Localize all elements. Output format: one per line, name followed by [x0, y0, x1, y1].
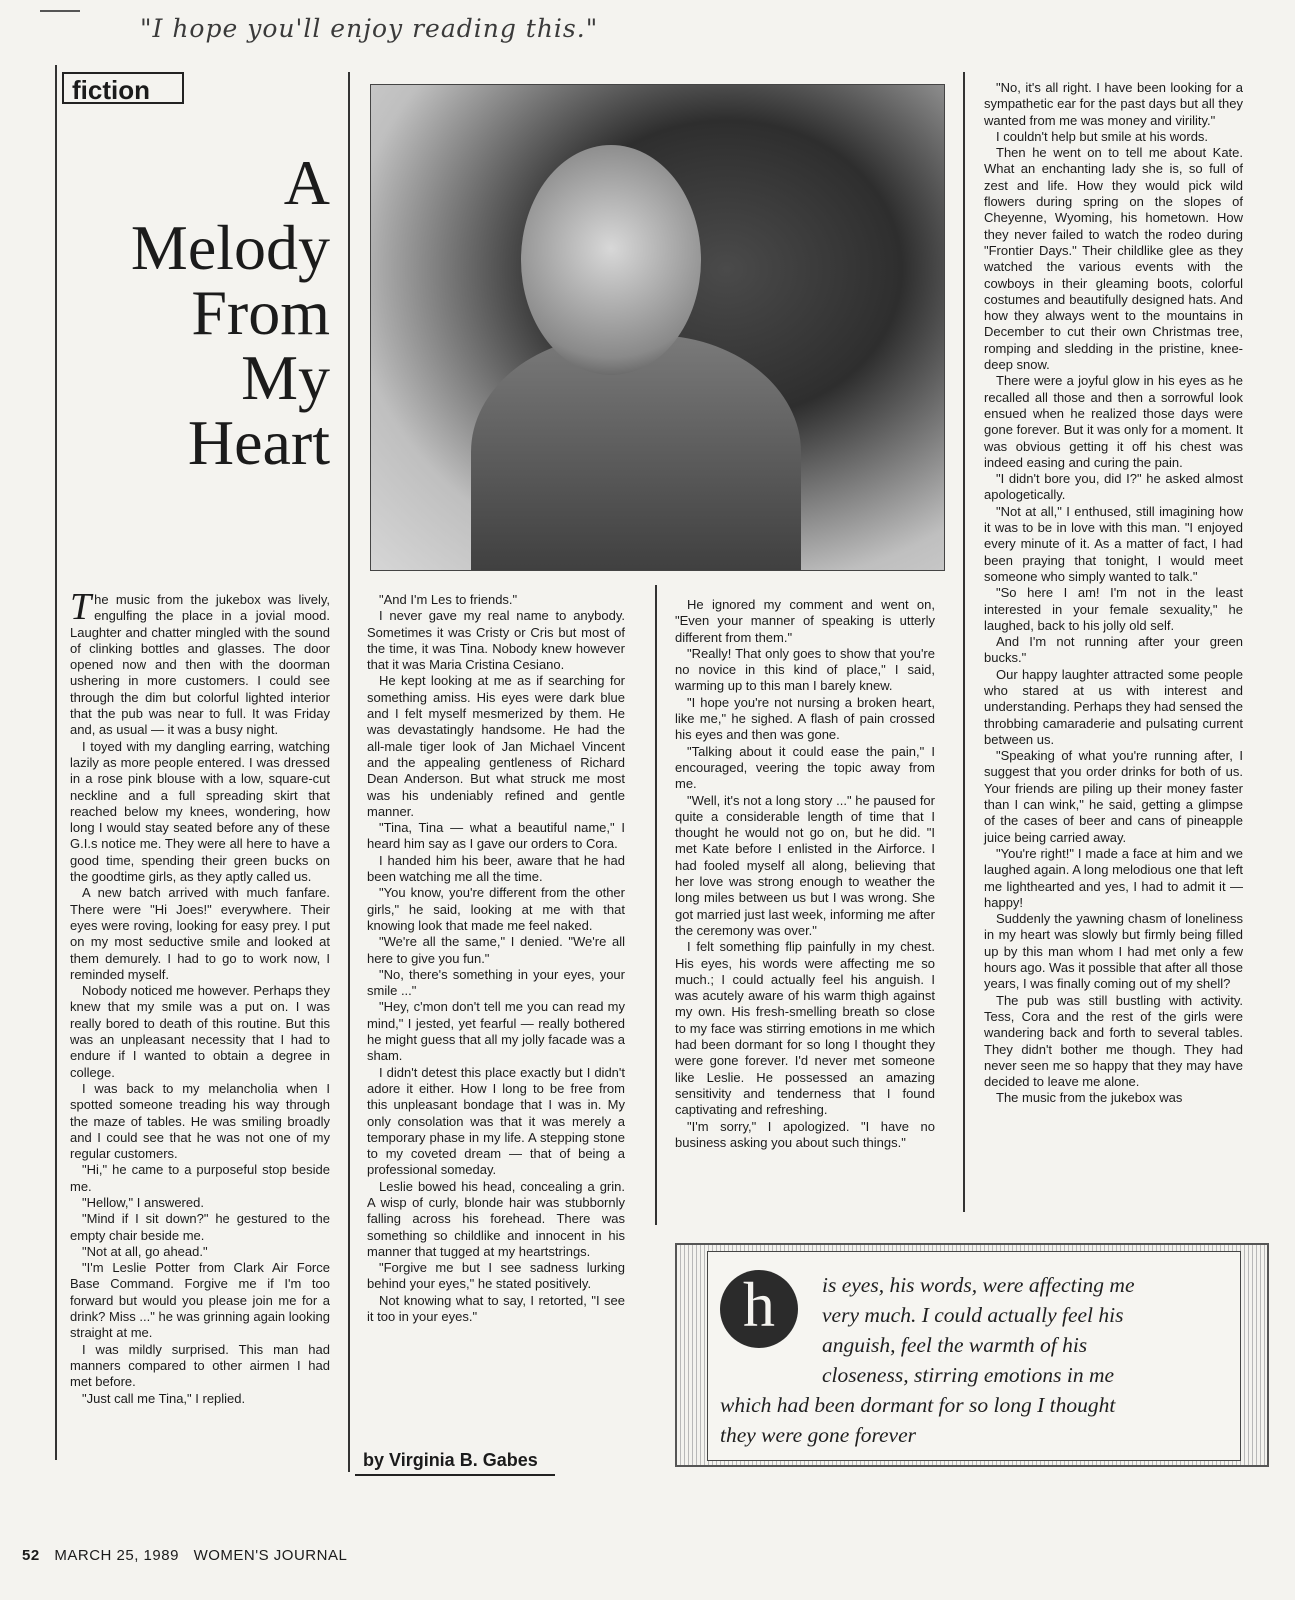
- paragraph: Suddenly the yawning chasm of loneliness in my heart was slowly but firmly being filled up by this man whom I had met only a few hours ago. Was it possible that after all those years, I was finally coming out of my shell?: [984, 911, 1243, 992]
- paragraph: "Not at all, go ahead.": [82, 1243, 208, 1259]
- paragraph: "Hi," he came to a purposeful stop beside me.: [70, 1162, 330, 1194]
- paragraph: "Forgive me but I see sadness lurking behind your eyes," he stated positively.: [367, 1260, 625, 1292]
- column-rule: [348, 72, 350, 1472]
- photo-figure-face: [521, 145, 701, 375]
- paragraph: Our happy laughter attracted some people who stared at us with interest and understanding. Perhaps they had sensed the throbbing camaraderie and pulsating current between us.: [984, 666, 1243, 747]
- handwritten-note: "I hope you'll enjoy reading this.": [140, 14, 599, 43]
- paragraph: "Hey, c'mon don't tell me you can read my mind," I jested, yet fearful — really bothered he might guess that all my jolly facade was a sham.: [367, 999, 625, 1064]
- paragraph: "Really! That only goes to show that you're no novice in this kind of place," I said, warming up to this man I barely knew.: [675, 645, 935, 694]
- paragraph: "I'm sorry," I apologized. "I have no business asking you about such things.": [675, 1118, 935, 1150]
- pull-quote-box: [675, 1243, 1269, 1467]
- paragraph: There were a joyful glow in his eyes as he recalled all those and then a sorrowful look ensued when he realized those days were gone forever. But it was only for a moment. It was obvious getting it off his chest was indeed easing and curing the pain.: [984, 373, 1243, 470]
- portrait-photo: [370, 84, 945, 571]
- title-line: From: [191, 277, 330, 348]
- paragraph: I never gave my real name to anybody. Sometimes it was Cristy or Cris but most of the time, it was Tina. Nobody knew however that it was Maria Cristina Cesiano.: [367, 608, 625, 673]
- paragraph: I was mildly surprised. This man had manners compared to other airmen I had met before.: [70, 1341, 330, 1390]
- column-rule: [655, 585, 657, 1225]
- paragraph: "Hellow," I answered.: [82, 1194, 204, 1210]
- paragraph: The music from the jukebox was: [996, 1090, 1183, 1106]
- paragraph: "Not at all," I enthused, still imagining how it was to be in love with this man. "I enjoyed every minute of it. As a matter of fact, I had been praying that tonight, I would meet someone who simply wanted to talk.": [984, 503, 1243, 584]
- paragraph: "We're all the same," I denied. "We're all here to give you fun.": [367, 934, 625, 966]
- section-label: fiction: [62, 72, 184, 104]
- article-column-2: [367, 592, 625, 1325]
- paragraph: "Well, it's not a long story ..." he paused for quite a considerable length of time that I thought he would not go on, but he did. "I met Kate before I enlisted in the Airforce. I had fooled myself all along, believing that her love was strong enough to weather the long miles between us but I was wrong. She got married just last week, informing me after the ceremony was over.": [675, 792, 935, 938]
- title-line: A: [283, 147, 330, 218]
- paragraph: I was back to my melancholia when I spotted someone treading his way through the maze of tables. He was smiling broadly and I could see that he was not one of my regular customers.: [70, 1080, 330, 1162]
- pull-quote-line: very much. I could actually feel his: [822, 1303, 1124, 1327]
- paragraph: "So here I am! I'm not in the least interested in your female sexuality," he laughed, back to his jolly old self.: [984, 585, 1243, 633]
- paragraph: "Speaking of what you're running after, I suggest that you order drinks for both of us. Your friends are piling up their money faster than I can wink," he said, getting a glimpse of the cases of beer and cans of pineapple juice being carried away.: [984, 748, 1243, 845]
- pull-quote-line: is eyes, his words, were affecting me: [822, 1273, 1135, 1297]
- paragraph: Leslie bowed his head, concealing a grin. A wisp of curly, blonde hair was stubbornly falling across his forehead. There was something so childlike and innocent in his manner that tugged at my heartstrings.: [367, 1178, 625, 1259]
- paragraph: Then he went on to tell me about Kate. What an enchanting lady she is, so full of zest and life. How they would pick wild flowers during spring on the slopes of Cheyenne, Wyoming, his hometown. How they never failed to watch the rodeo during "Frontier Days." Their childlike glee as they watched the various events with the cowboys in their gleaming boots, colorful costumes and beautifully designed hats. And how they always went to the mountains in December to cut their own Christmas tree, romping and sledding in the pristine, knee-deep snow.: [984, 145, 1243, 373]
- pull-quote-inner: [707, 1251, 1241, 1461]
- paragraph: A new batch arrived with much fanfare. There were "Hi Joes!" everywhere. Their eyes were roving, looking for easy prey. I put on my most seductive smile and looked at them demurely. I had to go to work now, I reminded myself.: [70, 885, 330, 982]
- issue-date: MARCH 25, 1989: [54, 1547, 179, 1564]
- paragraph: I handed him his beer, aware that he had been watching me all the time.: [367, 852, 625, 885]
- pull-quote-line: closeness, stirring emotions in me: [822, 1363, 1115, 1387]
- pull-quote-line: they were gone forever: [720, 1423, 917, 1447]
- paragraph: I couldn't help but smile at his words.: [996, 128, 1209, 144]
- title-line: Heart: [187, 407, 330, 478]
- paragraph: And I'm not running after your green bucks.": [984, 634, 1243, 666]
- paragraph: The pub was still bustling with activity. Tess, Cora and the rest of the girls were wandering back and forth to several tables. They didn't bother me though. They had never seen me so happy that they may have decided to leave me alone.: [984, 992, 1243, 1090]
- page-number: 52: [22, 1547, 40, 1564]
- title-line: Melody: [130, 212, 330, 283]
- article-column-4: [984, 80, 1243, 1107]
- paragraph: "You're right!" I made a face at him and we laughed again. A long melodious one that left me lighthearted and yes, I had to admit it — happy!: [984, 845, 1243, 910]
- paragraph: "Just call me Tina," I replied.: [82, 1390, 246, 1406]
- publication-name: WOMEN'S JOURNAL: [193, 1547, 348, 1564]
- paragraph: "Mind if I sit down?" he gestured to the empty chair beside me.: [70, 1211, 330, 1243]
- paragraph: Not knowing what to say, I retorted, "I see it too in your eyes.": [367, 1292, 625, 1325]
- paragraph: "Tina, Tina — what a beautiful name," I heard him say as I gave our orders to Cora.: [367, 820, 625, 852]
- pull-quote-line: anguish, feel the warmth of his: [822, 1333, 1088, 1357]
- byline: by Virginia B. Gabes: [363, 1450, 538, 1470]
- title-line: My: [241, 342, 330, 413]
- drop-cap: T: [70, 586, 92, 628]
- article-column-3: [675, 597, 935, 1151]
- byline-underline: [355, 1474, 555, 1476]
- paragraph: He kept looking at me as if searching for something amiss. His eyes were dark blue and I felt myself mesmerized by them. He was devastatingly handsome. He had the all-male tiger look of Jan Michael Vincent and the appealing gentleness of Richard Dean Anderson. But what struck me most was his undeniably refined and gentle manner.: [367, 673, 625, 819]
- paragraph: "Talking about it could ease the pain," I encouraged, veering the topic away from me.: [675, 743, 935, 792]
- paragraph: I felt something flip painfully in my chest. His eyes, his words were affecting me so much.; I could actually feel his anguish. I was acutely aware of his warm thigh against my own. His fresh-smelling breath so close to my face was stirring emotions in me which had been dormant for so long I thought they were gone forever. I'd never met someone like Leslie. He possessed an amazing sensitivity and tenderness that I found captivating and refreshing.: [675, 939, 935, 1118]
- paragraph: "I'm Leslie Potter from Clark Air Force Base Command. Forgive me if I'm too forward but would you please join me for a drink? Miss ..." he was grinning again looking straight at me.: [70, 1260, 330, 1341]
- pull-quote-line: which had been dormant for so long I thought: [720, 1393, 1116, 1417]
- column-rule: [963, 72, 965, 1212]
- paragraph: "No, there's something in your eyes, your smile ...": [367, 966, 625, 999]
- paragraph: Nobody noticed me however. Perhaps they knew that my smile was a put on. I was really bored to death of this routine. But this was an unpleasant necessity that I had to endure if I wanted to obtain a degree in college.: [70, 983, 330, 1080]
- paragraph: "You know, you're different from the other girls," he said, looking at me with that knowing look that made me feel naked.: [367, 885, 625, 933]
- paragraph: "No, it's all right. I have been looking for a sympathetic ear for the past days but all they wanted from me was money and virility.": [984, 80, 1243, 128]
- story-title: [70, 147, 330, 478]
- article-column-1: [70, 586, 330, 1407]
- pull-quote-drop-cap: h: [720, 1270, 798, 1348]
- paragraph: He ignored my comment and went on, "Even your manner of speaking is utterly different from them.": [675, 597, 935, 645]
- page-footer: [22, 1547, 357, 1564]
- pull-quote-text: [720, 1270, 1228, 1450]
- paragraph: I didn't detest this place exactly but I didn't adore it either. How I long to be free from this unpleasant bondage that I was in. My only consolation was that it was merely a temporary phase in my life. A stepping stone to my coveted dream — that of being a professional someday.: [367, 1064, 625, 1178]
- paragraph: I toyed with my dangling earring, watching lazily as more people entered. I was dressed in a rose pink blouse with a low, square-cut neckline and a full spreading skirt that reached below my knees, wondering, how long I would stay seated before any of these G.I.s notice me. They were all here to have a good time, spending their green bucks on the goodtime girls, as they aptly called us.: [70, 738, 330, 885]
- left-border-rule: [55, 65, 57, 1460]
- paragraph: "I hope you're not nursing a broken heart, like me," he sighed. A flash of pain crossed his eyes and then was gone.: [675, 694, 935, 743]
- paragraph: "I didn't bore you, did I?" he asked almost apologetically.: [984, 471, 1243, 503]
- paragraph: "And I'm Les to friends.": [379, 592, 518, 607]
- paragraph: The music from the jukebox was lively, engulfing the place in a jovial mood. Laughter and chatter mingled with the sound of clinking bottles and glasses. The door opened now and then with the doorman ushering in more customers. I could see through the dim but colorful lighted interior that the pub was near to full. It was Friday and, as usual — it was a busy night.: [70, 586, 330, 738]
- top-edge-mark: [40, 10, 80, 12]
